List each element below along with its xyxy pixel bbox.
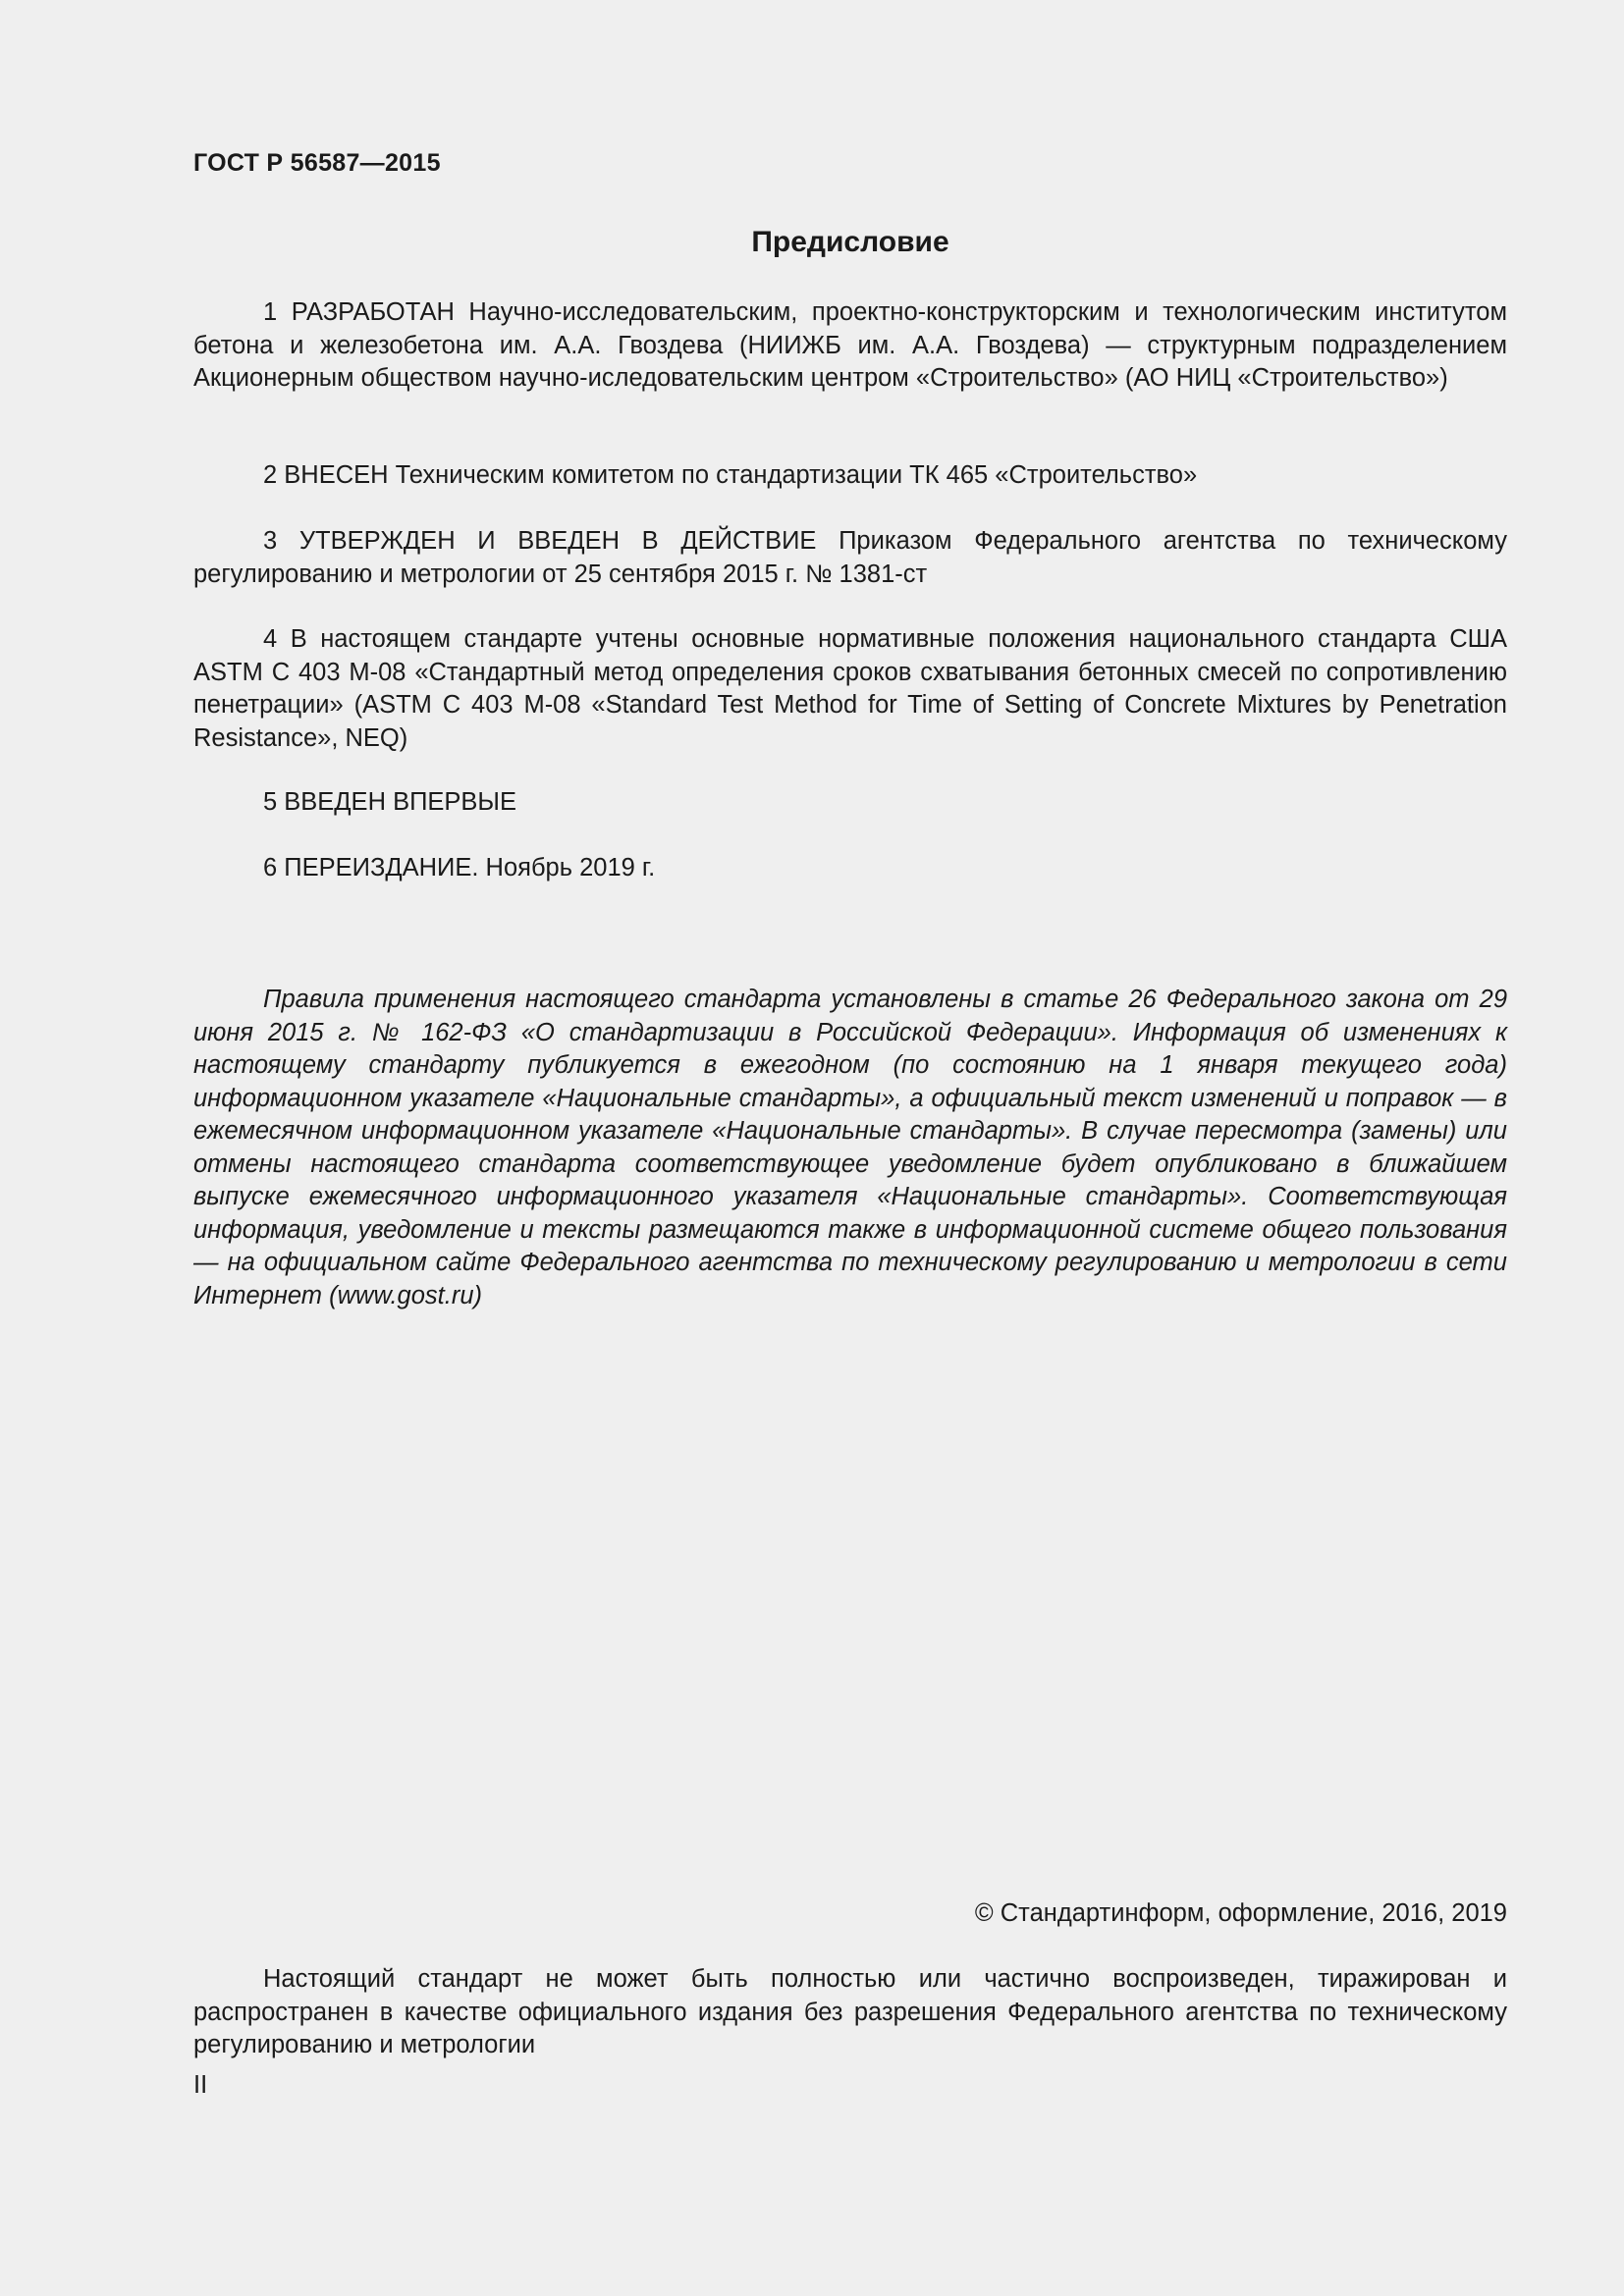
document-code-header: ГОСТ Р 56587—2015: [193, 149, 441, 177]
foreword-item-6: [193, 852, 1507, 885]
foreword-item-text: 3 УТВЕРЖДЕН И ВВЕДЕН В ДЕЙСТВИЕ Приказом Федерального агентства по техническому регулированию и метрологии от 25 сентября 2015 г. № 1381-ст: [193, 527, 1507, 588]
foreword-item-text: 4 В настоящем стандарте учтены основные нормативные положения национального стандарта США ASTM C 403 M-08 «Стандартный метод определения сроков схватывания бетонных смесей по сопротивлению пенетрации» (ASTM C 403 M-08 «Standard Test Method for Time of Setting of Concrete Mixtures by Penetration Resistance», NEQ): [193, 625, 1507, 752]
foreword-item-3: [193, 525, 1507, 591]
foreword-item-1: [193, 296, 1507, 396]
foreword-item-4: [193, 623, 1507, 755]
reproduction-notice: [193, 1963, 1507, 2062]
reproduction-notice-text: Настоящий стандарт не может быть полностью или частично воспроизведен, тиражирован и распространен в качестве официального издания без разрешения Федерального агентства по техническому регулированию и метрологии: [193, 1965, 1507, 2058]
foreword-item-text: 1 РАЗРАБОТАН Научно-исследовательским, проектно-конструкторским и технологическим институтом бетона и железобетона им. А.А. Гвоздева (НИИЖБ им. А.А. Гвоздева) — структурным подразделением Акционерным обществом научно-иследовательским центром «Строительство» (АО НИЦ «Строительство»): [193, 298, 1507, 392]
foreword-item-2: [193, 459, 1507, 493]
foreword-item-text: 5 ВВЕДЕН ВПЕРВЫЕ: [263, 788, 517, 816]
foreword-item-5: [193, 786, 1507, 820]
page-number: II: [193, 2071, 208, 2099]
page-title: Предисловие: [751, 226, 949, 258]
foreword-item-text: 2 ВНЕСЕН Техническим комитетом по стандартизации ТК 465 «Строительство»: [263, 461, 1198, 489]
copyright-line: © Стандартинформ, оформление, 2016, 2019: [974, 1899, 1507, 1927]
foreword-item-text: 6 ПЕРЕИЗДАНИЕ. Ноябрь 2019 г.: [263, 854, 656, 881]
application-rules-note: [193, 984, 1507, 1312]
application-rules-text: Правила применения настоящего стандарта установлены в статье 26 Федерального закона от 29 июня 2015 г. № 162-ФЗ «О стандартизации в Российской Федерации». Информация об изменениях к настоящему стандарту публикуется в ежегодном (по состоянию на 1 января текущего года) информационном указателе «Национальные стандарты», а официальный текст изменений и поправок — в ежемесячном информационном указателе «Национальные стандарты». В случае пересмотра (замены) или отмены настоящего стандарта соответствующее уведомление будет опубликовано в ближайшем выпуске ежемесячного информационного указателя «Национальные стандарты». Соответствующая информация, уведомление и тексты размещаются также в информационной системе общего пользования — на официальном сайте Федерального агентства по техническому регулированию и метрологии в сети Интернет (www.gost.ru): [193, 986, 1507, 1309]
